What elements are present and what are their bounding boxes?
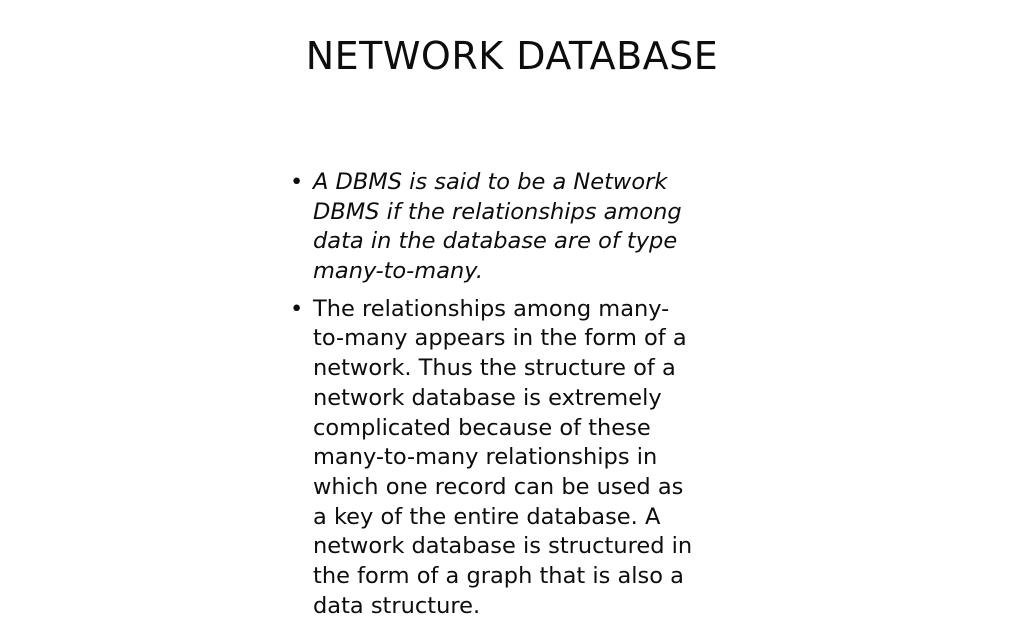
list-item bbox=[286, 168, 693, 287]
list-item bbox=[286, 295, 693, 622]
page-title: NETWORK DATABASE bbox=[305, 34, 719, 78]
list-item-text: A DBMS is said to be a Network DBMS if the relationships among data in the database are of type many-to-many. bbox=[313, 169, 682, 285]
list-item-text: The relationships among many-to-many appears in the form of a network. Thus the structure of a network database is extremely complicated because of these many-to-many relationships in which one record can be used as a key of the entire database. A network database is structured in the form of a graph that is also a data structure. bbox=[313, 295, 693, 619]
bullet-marker: • bbox=[290, 169, 304, 195]
slide-body bbox=[286, 168, 886, 629]
bullet-list bbox=[286, 168, 886, 621]
bullet-marker: • bbox=[290, 295, 304, 322]
